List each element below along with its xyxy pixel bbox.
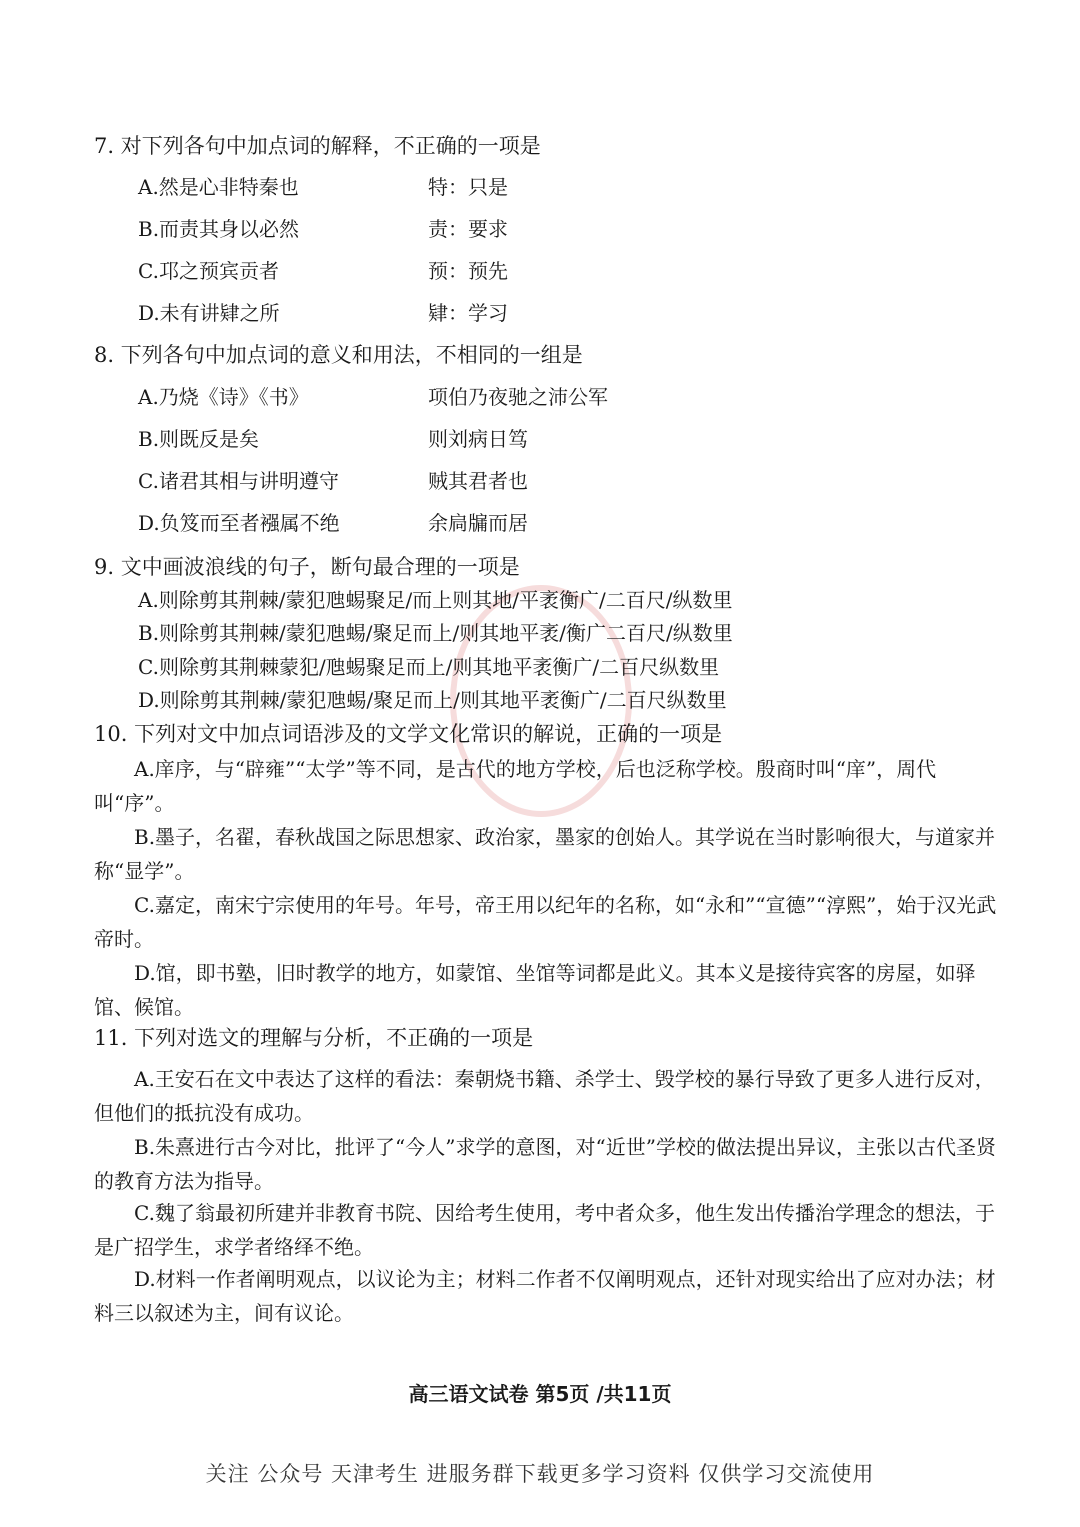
- q8-option-b-pair: 则刘病日笃: [428, 427, 528, 451]
- q8-option-c-pair: 贼其君者也: [428, 469, 528, 493]
- q9-option-a: A.则除剪其荆棘/蒙犯虺蜴聚足/而上则其地/平袤衡广/二百尺/纵数里: [138, 588, 733, 612]
- q10-option-d-text: D.馆，即书塾，旧时教学的地方，如蒙馆、坐馆等词都是此义。其本义是接待宾客的房屋，如驿馆、候馆。: [94, 961, 976, 1019]
- q11-option-a: [94, 1062, 1010, 1130]
- q10-option-a: [94, 752, 1010, 820]
- question-8-stem: 8. 下列各句中加点词的意义和用法，不相同的一组是: [94, 343, 583, 367]
- q7-option-d-gloss: 肄：学习: [428, 301, 508, 325]
- q10-option-c-text: C.嘉定，南宋宁宗使用的年号。年号，帝王用以纪年的名称，如“永和”“宣德”“淳熙”，始于汉光武帝时。: [94, 893, 997, 951]
- q7-option-c: C.邛之预宾贡者: [138, 259, 279, 283]
- q8-option-a-pair: 项伯乃夜驰之沛公军: [428, 385, 608, 409]
- question-7-stem: 7. 对下列各句中加点词的解释，不正确的一项是: [94, 134, 541, 158]
- q7-option-c-gloss: 预：预先: [428, 259, 508, 283]
- q9-option-c: C.则除剪其荆棘蒙犯/虺蜴聚足而上/则其地平袤衡广/二百尺纵数里: [138, 655, 720, 679]
- q10-option-a-text: A.庠序，与“辟雍”“太学”等不同，是古代的地方学校，后也泛称学校。殷商时叫“庠”，周代叫“序”。: [94, 757, 937, 815]
- question-11-stem: 11. 下列对选文的理解与分析，不正确的一项是: [94, 1026, 534, 1050]
- q8-option-b: B.则既反是矣: [138, 427, 260, 451]
- q10-option-c: [94, 888, 1010, 956]
- q10-option-b: [94, 820, 1010, 888]
- q7-option-d: D.未有讲肄之所: [138, 301, 280, 325]
- question-10-stem: 10. 下列对文中加点词语涉及的文学文化常识的解说，正确的一项是: [94, 722, 723, 746]
- footer-note: 关注 公众号 天津考生 进服务群下载更多学习资料 仅供学习交流使用: [205, 1462, 875, 1486]
- q11-option-c-text: C.魏了翁最初所建并非教育书院、因给考生使用，考中者众多，他生发出传播治学理念的想法，于是广招学生，求学者络绎不绝。: [94, 1201, 995, 1259]
- question-9-stem: 9. 文中画波浪线的句子，断句最合理的一项是: [94, 555, 520, 579]
- q11-option-c: [94, 1196, 1010, 1264]
- q11-option-d: [94, 1262, 1010, 1330]
- q8-option-c: C.诸君其相与讲明遵守: [138, 469, 339, 493]
- q7-option-a: A.然是心非特秦也: [138, 175, 299, 199]
- q11-option-b-text: B.朱熹进行古今对比，批评了“今人”求学的意图，对“近世”学校的做法提出异议，主张以古代圣贤的教育方法为指导。: [94, 1135, 996, 1193]
- q8-option-a: A.乃烧《诗》《书》: [138, 385, 309, 409]
- q9-option-d: D.则除剪其荆棘/蒙犯虺蜴/聚足而上/则其地平袤衡广/二百尺纵数里: [138, 688, 727, 712]
- q11-option-b: [94, 1130, 1010, 1198]
- q7-option-a-gloss: 特：只是: [428, 175, 508, 199]
- q7-option-b: B.而责其身以必然: [138, 217, 300, 241]
- q9-option-b: B.则除剪其荆棘/蒙犯虺蜴/聚足而上/则其地平袤/衡广二百尺/纵数里: [138, 621, 733, 645]
- q11-option-d-text: D.材料一作者阐明观点，以议论为主；材料二作者不仅阐明观点，还针对现实给出了应对办法；材料三以叙述为主，间有议论。: [94, 1267, 996, 1325]
- q10-option-b-text: B.墨子，名翟，春秋战国之际思想家、政治家，墨家的创始人。其学说在当时影响很大，与道家并称“显学”。: [94, 825, 996, 883]
- q7-option-b-gloss: 责：要求: [428, 217, 508, 241]
- q11-option-a-text: A.王安石在文中表达了这样的看法：秦朝烧书籍、杀学士、毁学校的暴行导致了更多人进行反对，但他们的抵抗没有成功。: [94, 1067, 995, 1125]
- q8-option-d-pair: 余扃牖而居: [428, 511, 528, 535]
- q8-option-d: D.负笈而至者襁属不绝: [138, 511, 340, 535]
- q10-option-d: [94, 956, 1010, 1024]
- page-number-label: 高三语文试卷 第5页 /共11页: [408, 1382, 672, 1406]
